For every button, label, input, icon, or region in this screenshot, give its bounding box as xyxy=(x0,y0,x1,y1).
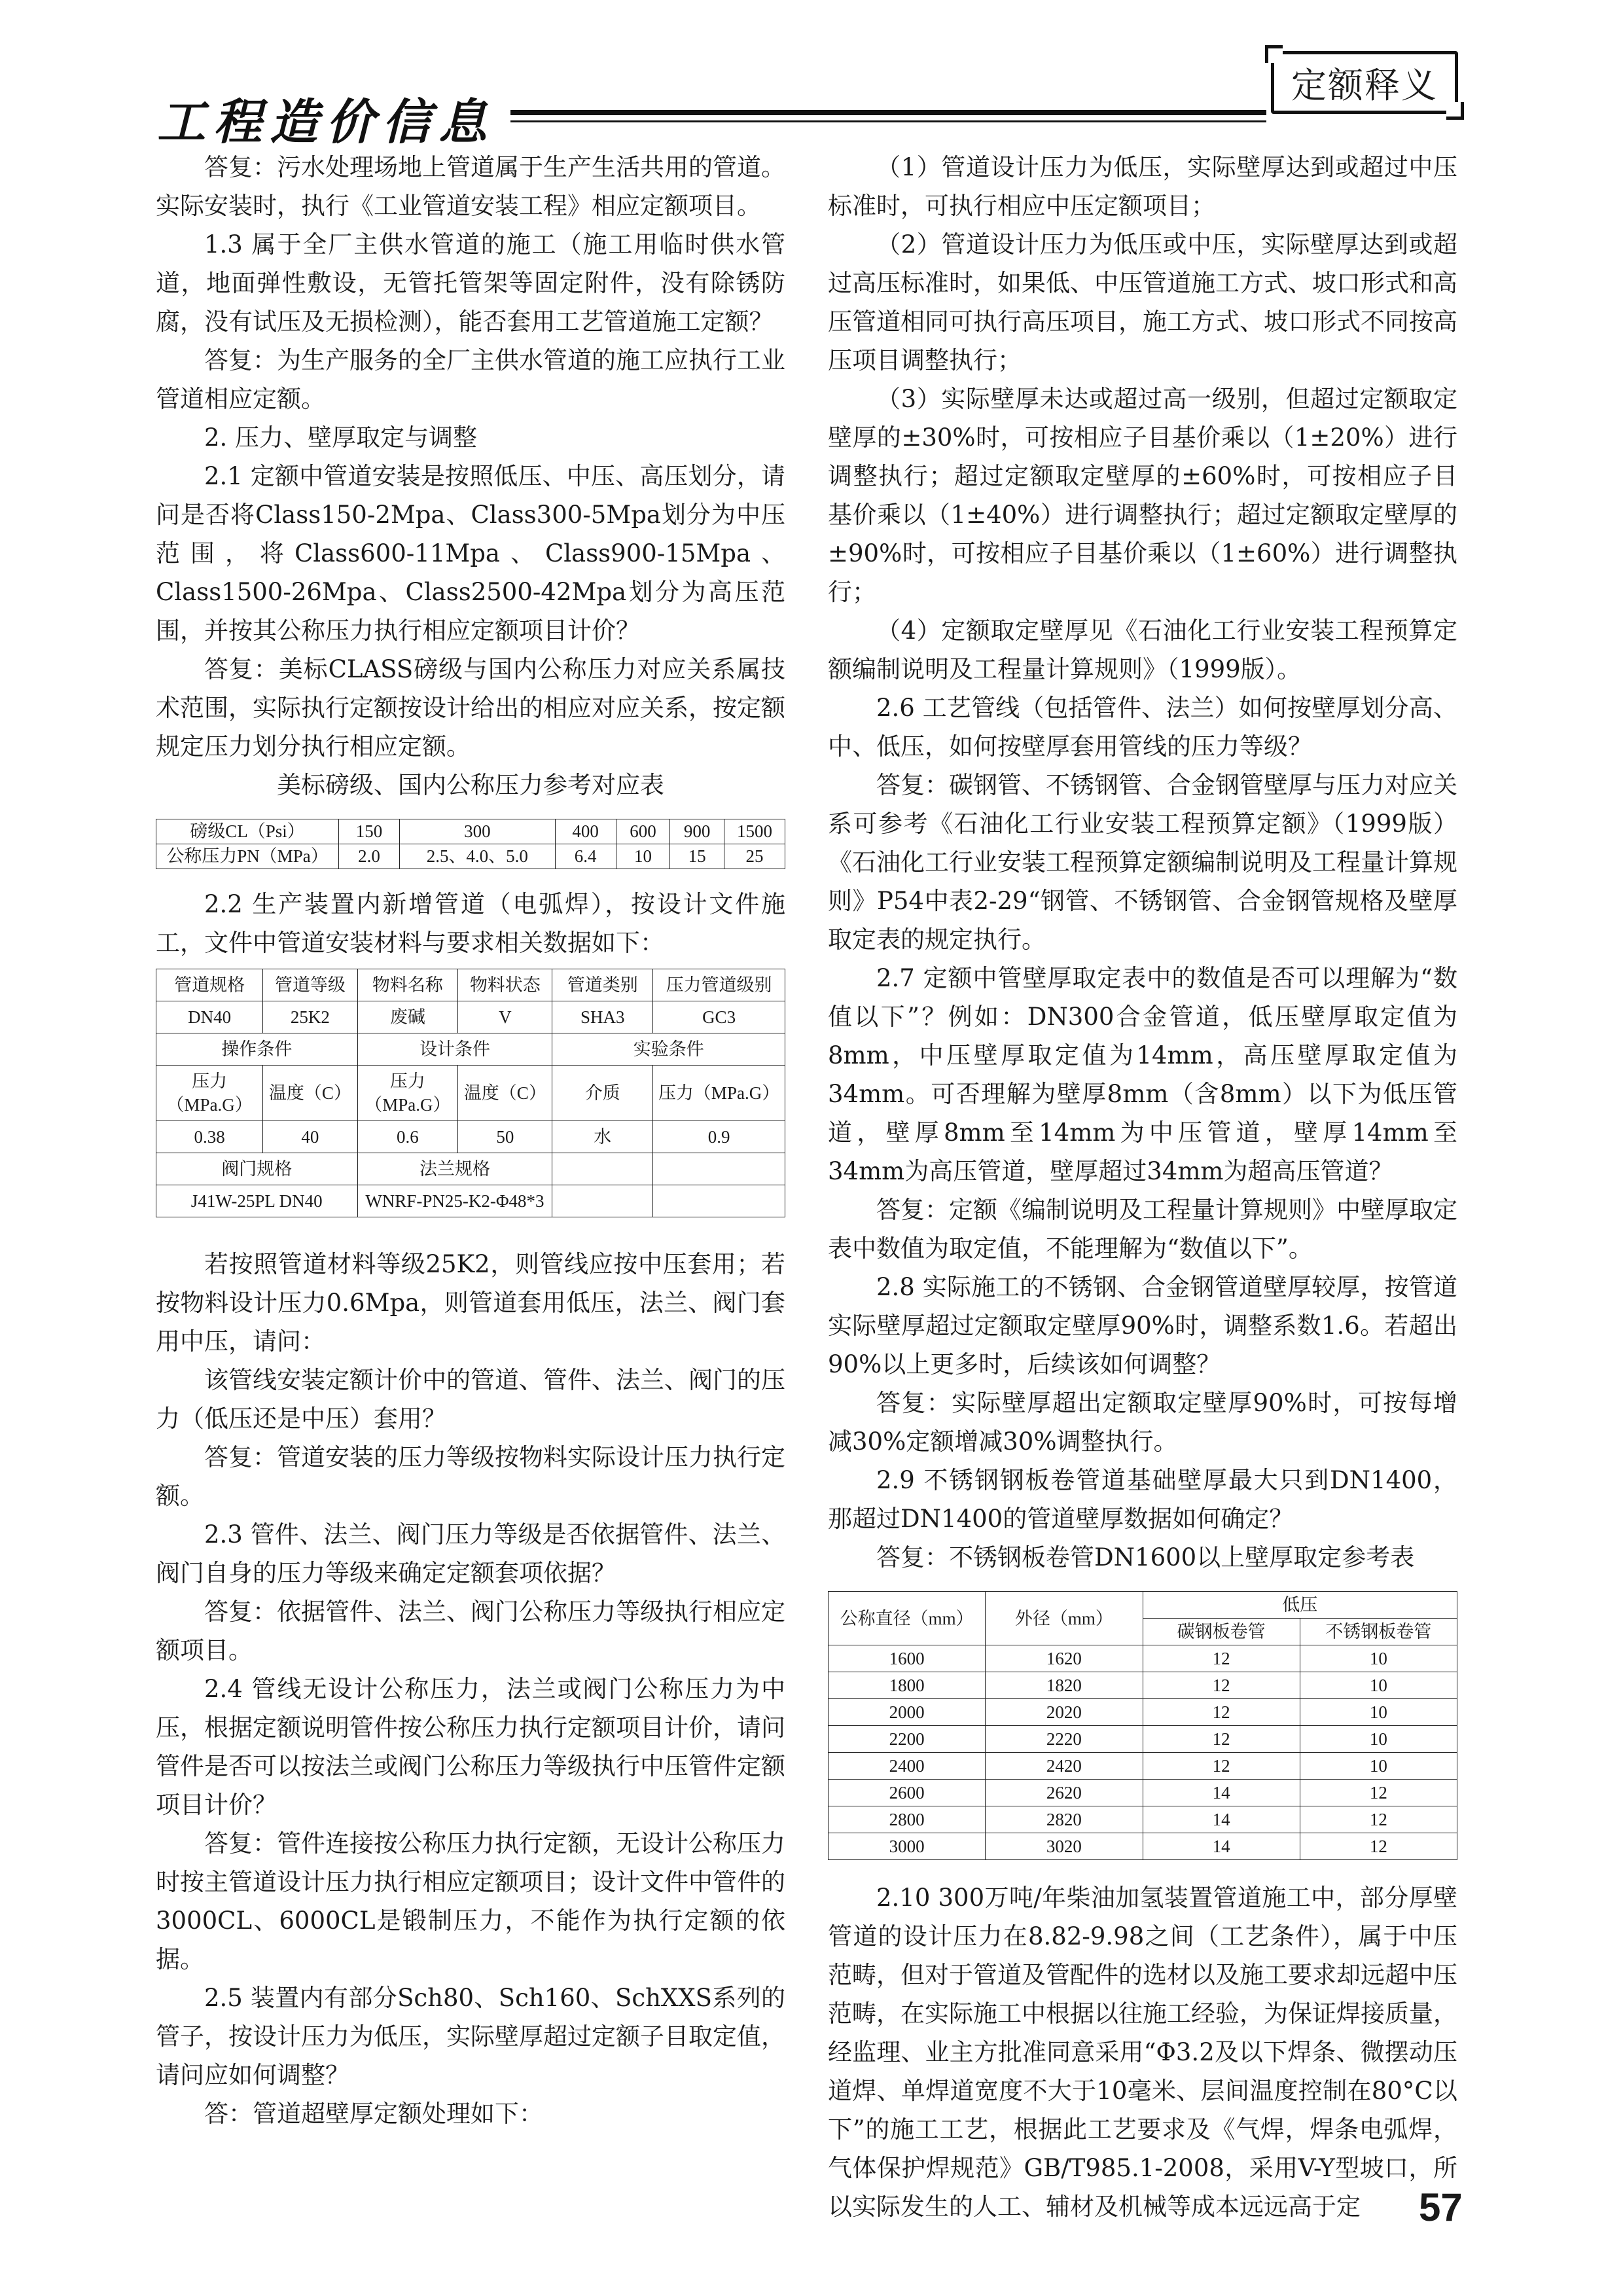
table-cell: 2620 xyxy=(986,1780,1143,1806)
table-cell: 3020 xyxy=(986,1833,1143,1860)
table-cell xyxy=(552,1185,653,1217)
table-header-cell: 介质 xyxy=(552,1066,653,1121)
paragraph: 答复：碳钢管、不锈钢管、合金钢管壁厚与压力对应关系可参考《石油化工行业安装工程预算定额》（1999版）《石油化工行业安装工程预算定额编制说明及工程量计算规则》P54中表2-29“钢管、不锈钢管、合金钢管规格及壁厚取定表的规定执行。 xyxy=(828,771,1457,954)
table-header-cell: 温度（C） xyxy=(458,1066,552,1121)
table-group-row xyxy=(156,1033,785,1066)
table-header-cell: 管道等级 xyxy=(263,969,357,1001)
table-cell: 1620 xyxy=(986,1645,1143,1672)
table-cell: 2820 xyxy=(986,1806,1143,1833)
table-header-cell: 碳钢板卷管 xyxy=(1143,1619,1300,1645)
table-row xyxy=(829,1645,1457,1672)
table-cell: 12 xyxy=(1300,1780,1457,1806)
table-header-cell: 外径（mm） xyxy=(986,1592,1143,1645)
pipe-spec-table xyxy=(156,969,785,1217)
table-cell: 公称压力PN（MPa） xyxy=(156,844,339,869)
table-cell: 300 xyxy=(399,819,555,844)
table-header-cell: 压力管道级别 xyxy=(653,969,785,1001)
paragraph: 答复：污水处理场地上管道属于生产生活共用的管道。实际安装时，执行《工业管道安装工程》相应定额项目。 xyxy=(156,153,785,220)
section-badge-label: 定额释义 xyxy=(1291,64,1438,106)
paragraph: 2.9 不锈钢钢板卷管道基础壁厚最大只到DN1400，那超过DN1400的管道壁厚数据如何确定？ xyxy=(828,1466,1457,1533)
table-cell: 水 xyxy=(552,1121,653,1153)
table-cell: 2600 xyxy=(829,1780,986,1806)
table-caption: 美标磅级、国内公称压力参考对应表 xyxy=(277,771,664,799)
paragraph: （4）定额取定壁厚见《石油化工行业安装工程预算定额编制说明及工程量计算规则》（1999版）。 xyxy=(828,617,1457,683)
paragraph: （3）实际壁厚未达或超过高一级别，但超过定额取定壁厚的±30%时，可按相应子目基价乘以（1±20%）进行调整执行；超过定额取定壁厚的±60%时，可按相应子目基价乘以（1±40%）进行调整执行；超过定额取定壁厚的±90%时，可按相应子目基价乘以（1±60%）进行调整执行； xyxy=(828,385,1457,606)
table-cell: 2.5、4.0、5.0 xyxy=(399,844,555,869)
table-header-cell: 压力（MPa.G） xyxy=(653,1066,785,1121)
table-header-cell: 公称直径（mm） xyxy=(829,1592,986,1645)
table-row xyxy=(829,1699,1457,1726)
table-cell: 50 xyxy=(458,1121,552,1153)
paragraph: 2.3 管件、法兰、阀门压力等级是否依据管件、法兰、阀门自身的压力等级来确定定额套项依据？ xyxy=(156,1520,785,1587)
paragraph: 2.1 定额中管道安装是按照低压、中压、高压划分，请问是否将Class150-2Mpa、Class300-5Mpa划分为中压范围，将Class600-11Mpa、Class900-15Mpa、Class1500-26Mpa、Class2500-42Mpa划分为高压范围，并按其公称压力执行相应定额项目计价？ xyxy=(156,462,785,645)
table-header-cell: 温度（C） xyxy=(263,1066,357,1121)
table-header-row xyxy=(829,1592,1457,1619)
paragraph: 2.6 工艺管线（包括管件、法兰）如何按壁厚划分高、中、低压，如何按壁厚套用管线的压力等级？ xyxy=(828,694,1457,761)
paragraph: 答复：为生产服务的全厂主供水管道的施工应执行工业管道相应定额。 xyxy=(156,346,785,413)
table-group-row xyxy=(156,1153,785,1185)
paragraph: 2.10 300万吨/年柴油加氢装置管道施工中，部分厚壁管道的设计压力在8.82-9.98之间（工艺条件），属于中压范畴，但对于管道及管配件的选材以及施工要求却远超中压范畴，在实际施工中根据以往施工经验，为保证焊接质量，经监理、业主方批准同意采用“Φ3.2及以下焊条、微摆动压道焊、单焊道宽度不大于10毫米、层间温度控制在80°C以下”的施工工艺，根据此工艺要求及《气焊，焊条电弧焊，气体保护焊规范》GB/T985.1-2008，采用V-Y型坡口，所以实际发生的人工、辅材及机械等成本远远高于定 xyxy=(828,1884,1457,2221)
table-row xyxy=(156,844,785,869)
table-header-row xyxy=(156,1066,785,1121)
page-number: 57 xyxy=(1419,2185,1463,2229)
table-cell: 12 xyxy=(1300,1806,1457,1833)
table-cell xyxy=(653,1153,785,1185)
table-cell: 400 xyxy=(555,819,616,844)
table-group-cell: 实验条件 xyxy=(552,1033,785,1066)
table-cell: 12 xyxy=(1143,1753,1300,1780)
table-cell: 0.38 xyxy=(156,1121,263,1153)
right-column xyxy=(828,148,1457,2226)
table-cell: 2220 xyxy=(986,1726,1143,1753)
paragraph: 2.4 管线无设计公称压力，法兰或阀门公称压力为中压，根据定额说明管件按公称压力执行定额项目计价，请问管件是否可以按法兰或阀门公称压力等级执行中压管件定额项目计价？ xyxy=(156,1675,785,1819)
table-cell: 12 xyxy=(1300,1833,1457,1860)
paragraph: 2.2 生产装置内新增管道（电弧焊），按设计文件施工，文件中管道安装材料与要求相关数据如下： xyxy=(156,890,785,957)
table-cell: 3000 xyxy=(829,1833,986,1860)
table-cell: 14 xyxy=(1143,1833,1300,1860)
table-cell: DN40 xyxy=(156,1001,263,1033)
table-cell: 25 xyxy=(724,844,785,869)
table-cell: 2000 xyxy=(829,1699,986,1726)
table-cell: 150 xyxy=(339,819,400,844)
table-cell: 14 xyxy=(1143,1780,1300,1806)
table-cell: 12 xyxy=(1143,1645,1300,1672)
table-cell: 14 xyxy=(1143,1806,1300,1833)
paragraph: 若按照管道材料等级25K2，则管线应按中压套用；若按物料设计压力0.6Mpa，则管道套用低压，法兰、阀门套用中压，请问： xyxy=(156,1250,785,1355)
table-cell: 废碱 xyxy=(357,1001,458,1033)
paragraph: 答复：美标CLASS磅级与国内公称压力对应关系属技术范围，实际执行定额按设计给出的相应对应关系，按定额规定压力划分执行相应定额。 xyxy=(156,655,785,761)
table-cell: 600 xyxy=(616,819,670,844)
table-cell: SHA3 xyxy=(552,1001,653,1033)
table-row xyxy=(156,1185,785,1217)
table-cell xyxy=(552,1153,653,1185)
header-rule xyxy=(510,110,1266,115)
table-cell: 25K2 xyxy=(263,1001,357,1033)
table-cell xyxy=(653,1185,785,1217)
table-cell: 12 xyxy=(1143,1672,1300,1699)
paragraph: 答复：实际壁厚超出定额取定壁厚90%时，可按每增减30%定额增减30%调整执行。 xyxy=(828,1389,1457,1456)
section-heading: 2. 压力、壁厚取定与调整 xyxy=(204,423,478,452)
table-header-cell: 物料名称 xyxy=(357,969,458,1001)
table-header-cell: 管道类别 xyxy=(552,969,653,1001)
paragraph: （2）管道设计压力为低压或中压，实际壁厚达到或超过高压标准时，如果低、中压管道施工方式、坡口形式和高压管道相同可执行高压项目，施工方式、坡口形式不同按高压项目调整执行； xyxy=(828,230,1457,374)
table-cell: 10 xyxy=(1300,1699,1457,1726)
table-cell: 10 xyxy=(1300,1753,1457,1780)
table-row xyxy=(829,1672,1457,1699)
table-row xyxy=(829,1806,1457,1833)
table-group-cell: 操作条件 xyxy=(156,1033,358,1066)
table-cell: 12 xyxy=(1143,1699,1300,1726)
table-group-cell: 阀门规格 xyxy=(156,1153,358,1185)
paragraph: 该管线安装定额计价中的管道、管件、法兰、阀门的压力（低压还是中压）套用？ xyxy=(156,1366,785,1433)
table-cell: 2400 xyxy=(829,1753,986,1780)
table-row xyxy=(829,1753,1457,1780)
table-cell: 10 xyxy=(1300,1672,1457,1699)
table-cell: 900 xyxy=(670,819,724,844)
table-header-cell: 压力（MPa.G） xyxy=(156,1066,263,1121)
paragraph: 答：管道超壁厚定额处理如下： xyxy=(204,2100,543,2128)
table-row xyxy=(156,819,785,844)
paragraph: （1）管道设计压力为低压，实际壁厚达到或超过中压标准时，可执行相应中压定额项目； xyxy=(828,153,1457,220)
table-cell: GC3 xyxy=(653,1001,785,1033)
table-row xyxy=(829,1726,1457,1753)
table-group-cell: 设计条件 xyxy=(357,1033,552,1066)
table-group-cell: 法兰规格 xyxy=(357,1153,552,1185)
table-cell: J41W-25PL DN40 xyxy=(156,1185,358,1217)
paragraph: 2.7 定额中管壁厚取定表中的数值是否可以理解为“数值以下”？例如：DN300合金管道，低压壁厚取定值为8mm，中压壁厚取定值为14mm，高压壁厚取定值为34mm。可否理解为壁厚8mm（含8mm）以下为低压管道，壁厚8mm至14mm为中压管道，壁厚14mm至34mm为高压管道，壁厚超过34mm为超高压管道？ xyxy=(828,964,1457,1185)
header-rule-thin xyxy=(510,120,1266,122)
table-cell: 1600 xyxy=(829,1645,986,1672)
table-header-cell: 低压 xyxy=(1143,1592,1457,1619)
table-cell: 2020 xyxy=(986,1699,1143,1726)
table-cell: 磅级CL（Psi） xyxy=(156,819,339,844)
table-cell: 15 xyxy=(670,844,724,869)
table-cell: 10 xyxy=(1300,1645,1457,1672)
paragraph: 答复：定额《编制说明及工程量计算规则》中壁厚取定表中数值为取定值，不能理解为“数值以下”。 xyxy=(828,1196,1457,1263)
paragraph: 答复：不锈钢板卷管DN1600以上壁厚取定参考表 xyxy=(876,1543,1415,1571)
table-header-row xyxy=(156,969,785,1001)
paragraph: 答复：管道安装的压力等级按物料实际设计压力执行定额。 xyxy=(156,1443,785,1510)
table-cell: 12 xyxy=(1143,1726,1300,1753)
table-cell: 1800 xyxy=(829,1672,986,1699)
table-cell: 10 xyxy=(616,844,670,869)
wall-thickness-table xyxy=(828,1591,1457,1860)
paragraph: 答复：管件连接按公称压力执行定额，无设计公称压力时按主管道设计压力执行相应定额项目；设计文件中管件的3000CL、6000CL是锻制压力，不能作为执行定额的依据。 xyxy=(156,1829,785,1973)
table-header-cell: 不锈钢板卷管 xyxy=(1300,1619,1457,1645)
pressure-class-table xyxy=(156,819,785,869)
left-column xyxy=(156,148,785,2133)
table-cell: 0.9 xyxy=(653,1121,785,1153)
table-cell: 6.4 xyxy=(555,844,616,869)
table-row xyxy=(829,1833,1457,1860)
table-header-cell: 物料状态 xyxy=(458,969,552,1001)
paragraph: 1.3 属于全厂主供水管道的施工（施工用临时供水管道，地面弹性敷设，无管托管架等固定附件，没有除锈防腐，没有试压及无损检测），能否套用工艺管道施工定额？ xyxy=(156,230,785,336)
table-cell: WNRF-PN25-K2-Φ48*3 xyxy=(357,1185,552,1217)
table-cell: V xyxy=(458,1001,552,1033)
table-cell: 0.6 xyxy=(357,1121,458,1153)
table-row xyxy=(156,1121,785,1153)
table-row xyxy=(829,1780,1457,1806)
paragraph: 2.8 实际施工的不锈钢、合金钢管道壁厚较厚，按管道实际壁厚超过定额取定壁厚90%时，调整系数1.6。若超出90%以上更多时，后续该如何调整？ xyxy=(828,1273,1457,1378)
table-row xyxy=(156,1001,785,1033)
table-cell: 2420 xyxy=(986,1753,1143,1780)
table-cell: 40 xyxy=(263,1121,357,1153)
table-cell: 10 xyxy=(1300,1726,1457,1753)
table-cell: 2800 xyxy=(829,1806,986,1833)
paragraph: 2.5 装置内有部分Sch80、Sch160、SchXXS系列的管子，按设计压力为低压，实际壁厚超过定额子目取定值，请问应如何调整？ xyxy=(156,1984,785,2089)
table-cell: 1820 xyxy=(986,1672,1143,1699)
section-badge xyxy=(1271,51,1458,114)
journal-title: 工程造价信息 xyxy=(157,94,495,151)
paragraph: 答复：依据管件、法兰、阀门公称压力等级执行相应定额项目。 xyxy=(156,1598,785,1664)
table-header-cell: 压力（MPa.G） xyxy=(357,1066,458,1121)
table-header-cell: 管道规格 xyxy=(156,969,263,1001)
table-cell: 2200 xyxy=(829,1726,986,1753)
table-cell: 2.0 xyxy=(339,844,400,869)
table-cell: 1500 xyxy=(724,819,785,844)
